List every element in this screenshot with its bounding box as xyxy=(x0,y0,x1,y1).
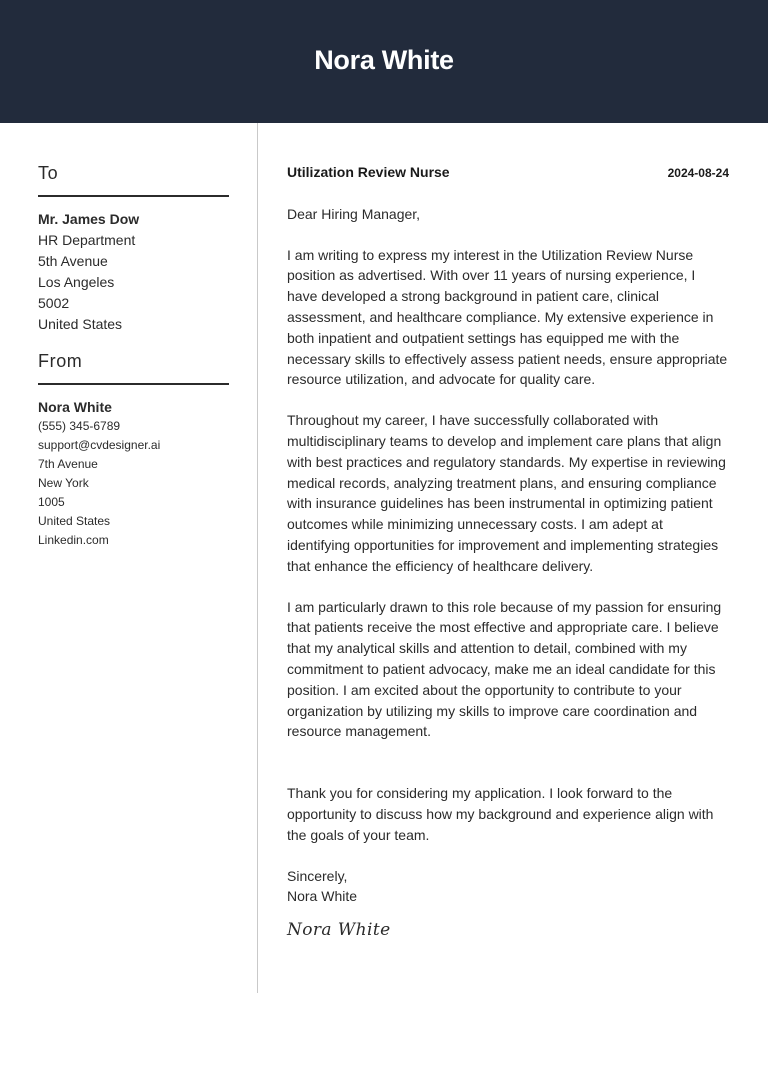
header-name: Nora White xyxy=(314,45,454,75)
header-banner xyxy=(0,0,768,123)
sender-phone: (555) 345-6789 xyxy=(38,419,121,433)
job-title: Utilization Review Nurse xyxy=(287,164,450,180)
recipient-zip: 5002 xyxy=(38,295,70,311)
to-heading: To xyxy=(38,163,229,197)
letter-header xyxy=(287,162,729,184)
sender-street: 7th Avenue xyxy=(38,457,98,471)
recipient-street: 5th Avenue xyxy=(38,253,108,269)
recipient-country: United States xyxy=(38,316,123,332)
letter-date: 2024-08-24 xyxy=(667,166,729,180)
salutation: Dear Hiring Manager, xyxy=(287,205,421,222)
column-divider xyxy=(257,123,258,993)
signature: Nora White xyxy=(287,920,391,941)
signoff xyxy=(287,866,729,908)
recipient-department: HR Department xyxy=(38,232,136,248)
from-heading: From xyxy=(38,351,229,385)
closing: Sincerely, xyxy=(287,867,348,884)
paragraph-1: I am writing to express my interest in the Utilization Review Nurse position as advertised. With over 11 years of nursing experience, I have developed a strong background in patient care, clinical assessment, and healthcare compliance. My extensive experience in both inpatient and outpatient settings has equipped me with the necessary skills to effectively assess patient needs, ensure appropriate resource utilization, and advocate for quality care. xyxy=(287,246,728,388)
closing-name: Nora White xyxy=(287,888,358,905)
sender-country: United States xyxy=(38,514,111,528)
recipient-block xyxy=(38,209,229,335)
sender-website[interactable]: Linkedin.com xyxy=(38,533,109,547)
letter-body xyxy=(287,123,729,941)
recipient-name: Mr. James Dow xyxy=(38,211,140,227)
sender-email[interactable]: support@cvdesigner.ai xyxy=(38,438,161,452)
sender-block xyxy=(38,397,229,550)
sidebar xyxy=(38,123,229,550)
paragraph-4: Thank you for considering my application. I look forward to the opportunity to discuss how my background and experience align with the goals of your team. xyxy=(287,785,714,843)
sender-name: Nora White xyxy=(38,399,112,415)
sender-zip: 1005 xyxy=(38,495,65,509)
paragraph-3: I am particularly drawn to this role because of my passion for ensuring that patients receive the most effective and appropriate care. I believe that my analytical skills and attention to detail, combined with my commitment to patient advocacy, make me an ideal candidate for this position. I am excited about the opportunity to contribute to your organization by utilizing my skills to improve care coordination and resource management. xyxy=(287,598,722,740)
sender-city: New York xyxy=(38,476,89,490)
recipient-city: Los Angeles xyxy=(38,274,115,290)
paragraph-2: Throughout my career, I have successfully collaborated with multidisciplinary teams to develop and implement care plans that align with best practices and regulatory standards. My expertise in reviewing medical records, analyzing treatment plans, and ensuring compliance with insurance guidelines has been instrumental in optimizing patient outcomes while minimizing unnecessary costs. I am adept at identifying opportunities for improvement and implementing strategies that enhance the efficiency of healthcare delivery. xyxy=(287,412,726,574)
